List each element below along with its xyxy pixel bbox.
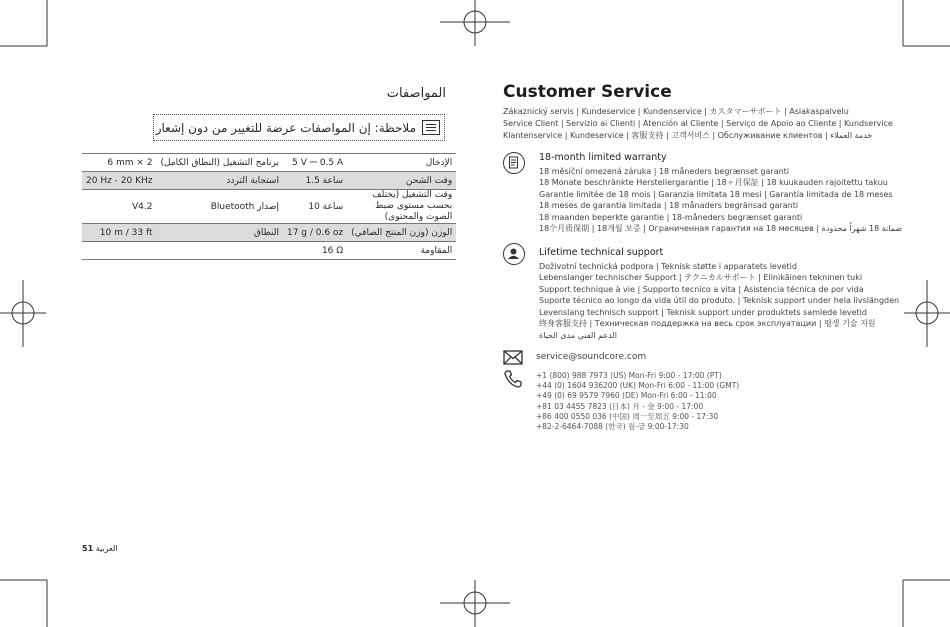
phone-icon — [503, 369, 523, 389]
phone-line: +86 400 0550 036 (中国) 周一至周五 9:00 - 17:30 — [536, 411, 719, 421]
spec-label: النطاق — [156, 224, 282, 242]
support-line: Suporte técnico ao longo da vida útil do produto. | Teknisk support under hela livslängden — [539, 296, 900, 305]
spec-label — [156, 242, 282, 260]
table-row — [82, 224, 456, 242]
support-agent-icon — [503, 243, 525, 265]
support-line: 终身客服支持 | Техническая поддержка на весь срок эксплуатации | 평생 기술 지원 — [539, 319, 876, 328]
translation-line: Zákaznický servis | Kundeservice | Kundenservice | カスタマーサポート | Asiakaspalvelu — [503, 107, 849, 116]
customer-service-title: Customer Service — [503, 82, 672, 102]
warranty-line: 18 Monate beschränkte Herstellergarantie | 18ヶ月保証 | 18 kuukauden rajoitettu takuu — [539, 178, 888, 187]
table-row — [82, 154, 456, 172]
customer-service-translations — [503, 106, 893, 142]
phone-list — [536, 371, 739, 432]
spec-label: برنامج التشغيل (النطاق الكامل) — [160, 157, 279, 168]
warranty-section — [539, 152, 903, 235]
translation-line: Service Client | Servizio ai Clienti | Atención al Cliente | Serviço de Apoio ao Cliente | Kundservice — [503, 119, 893, 128]
spec-value: 20 Hz - 20 KHz — [82, 172, 156, 190]
support-section — [539, 247, 900, 341]
phone-line: +81 03 4455 7823 (日本) 月 - 金 9:00 - 17:00 — [536, 401, 704, 411]
support-line: Levenslang technisch support | Teknisk support under produktets samlede levetid — [539, 307, 867, 317]
spec-value: 10 m / 33 ft — [82, 224, 156, 242]
support-title: Lifetime technical support — [539, 247, 664, 258]
warranty-line: 18个月质保期 | 18개월 보증 | Ограниченная гарантия на 18 месяцев | ضمانة 18 شهراً محدودة — [539, 224, 903, 233]
envelope-icon — [503, 350, 523, 365]
spec-label: الوزن (وزن المنتج الصافي) — [347, 224, 456, 242]
support-line: Doživotní technická podpora | Teknisk støtte i apparatets levetid — [539, 261, 797, 271]
warranty-document-icon — [503, 152, 525, 174]
support-line: الدعم الفني مدى الحياة — [539, 330, 617, 340]
note-box — [153, 114, 445, 141]
page-number: 51 — [82, 544, 94, 553]
support-line: Support technique à vie | Supporto tecnico a vita | Asistencia técnica de por vida — [539, 284, 864, 294]
phone-line: +44 (0) 1604 936200 (UK) Mon-Fri 6:00 - 11:00 (GMT) — [536, 381, 740, 391]
table-row — [82, 242, 456, 260]
spec-label: الإدخال — [425, 157, 453, 168]
page-language: العربية — [95, 544, 118, 553]
table-row — [82, 172, 456, 190]
note-icon — [422, 120, 440, 135]
spec-label: إصدار Bluetooth — [210, 201, 279, 212]
document-glyph — [504, 153, 523, 172]
spec-value: 5 V ⎓ 0.5 A — [292, 157, 344, 168]
spec-value — [82, 242, 156, 260]
translation-line: Klantenservice | Kundeservice | 客服支持 | 고객서비스 | Обслуживание клиентов | خدمة العملاء — [503, 131, 873, 140]
spec-table — [82, 153, 456, 260]
spec-label: استجابة التردد — [156, 172, 282, 190]
spec-label: وقت التشغيل (يختلف بحسب مستوى ضبط الصوت والمحتوى) — [372, 190, 453, 222]
warranty-line: Garantie limitée de 18 mois | Garanzia limitata 18 mesi | Garantía limitada de 18 meses — [539, 189, 893, 199]
support-email: service@soundcore.com — [536, 352, 647, 362]
warranty-line: 18 maanden beperkte garantie | 18-måneders begrænset garanti — [539, 212, 803, 222]
person-glyph — [504, 244, 523, 263]
phone-line: +49 (0) 69 9579 7960 (DE) Mon-Fri 6:00 - 11:00 — [536, 391, 717, 401]
spec-value: 10 ساعة — [308, 201, 344, 212]
spec-label: المقاومة — [420, 245, 453, 256]
spec-value: 17 g / 0.6 oz — [283, 224, 347, 242]
spec-value: 6 mm × 2 — [107, 157, 153, 168]
page-number-footer — [82, 544, 118, 553]
note-text: ملاحظة: إن المواصفات عرضة للتغيير من دون إشعار — [155, 121, 416, 135]
phone-line: +82-2-6464-7088 (한국) 월-금 9:00-17:30 — [536, 422, 689, 432]
spec-value: 1.5 ساعة — [283, 172, 347, 190]
spec-label: وقت الشحن — [347, 172, 456, 190]
warranty-line: 18 meses de garantia limitada | 18 månaders begränsad garanti — [539, 201, 799, 210]
specifications-title: المواصفات — [386, 86, 446, 101]
table-row — [82, 190, 456, 224]
support-line: Lebenslanger technischer Support | テクニカルサポート | Elinikäinen tekninen tuki — [539, 273, 863, 282]
spec-value: V4.2 — [132, 201, 153, 212]
phone-line: +1 (800) 988 7973 (US) Mon-Fri 9:00 - 17:00 (PT) — [536, 371, 722, 380]
spec-value: 16 Ω — [321, 245, 344, 256]
warranty-title: 18-month limited warranty — [539, 152, 667, 163]
warranty-line: 18 měsíční omezená záruka | 18 måneders begrænset garanti — [539, 166, 790, 176]
